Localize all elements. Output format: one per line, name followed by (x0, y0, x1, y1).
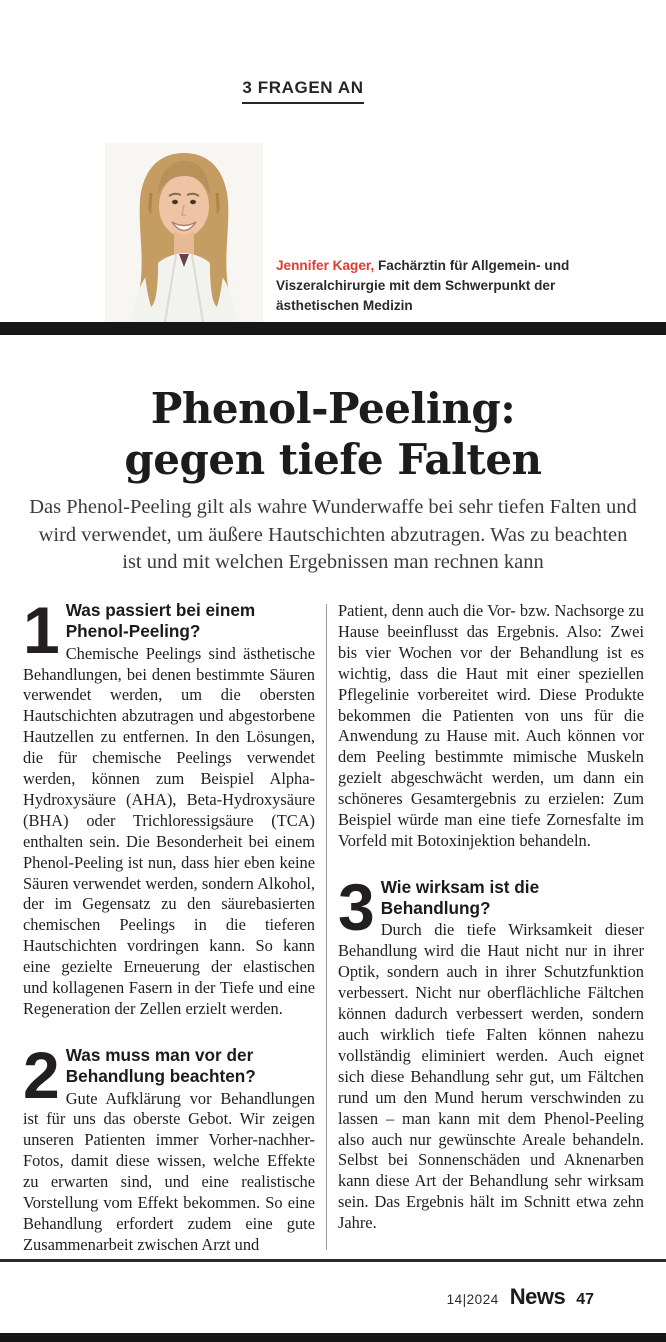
question-2-number: 2 (23, 1037, 57, 1112)
news-logo: News (509, 1284, 566, 1309)
divider-bar-top (0, 322, 666, 335)
article-lead: Das Phenol-Peeling gilt als wahre Wunderwaffe bei sehr tiefen Falten und wird verwendet, um äußere Hautschichten abzutragen. Was zu beachten ist und mit welchen Ergebnissen man rechnen kann (29, 496, 637, 573)
caption-description: Fachärztin für Allgemein- und Viszeralchirurgie mit dem Schwerpunkt der ästhetischen Medizin (276, 258, 570, 313)
kicker-wrap (0, 78, 666, 104)
question-3-number: 3 (338, 869, 372, 944)
column-divider (326, 604, 327, 1250)
question-2-heading: Was muss man vor der Behandlung beachten? (65, 1044, 256, 1086)
question-2-body: Gute Aufklärung vor Behandlungen ist für uns das oberste Gebot. Wir zeigen unseren Patienten immer Vorher-nachher-Fotos, damit diese wissen, welche Effekte zu erwarten sind, und eine realistische Vorstellung vom Effekt bekommen. So eine Behandlung erfordert zudem eine gute Zusammenarbeit zwischen Arzt und (23, 1088, 315, 1254)
question-2-block (23, 1037, 315, 1256)
question-1-number: 1 (23, 593, 57, 667)
question-1-block (23, 593, 315, 1020)
question-1-body: Chemische Peelings sind ästhetische Behandlungen, bei denen bestimmte Säuren verwendet werden, um die obersten Hautschichten abzutragen und abgestorbene Hautzellen zu entfernen. In den Lösungen, die für chemische Peelings verwendet werden, können zum Beispiel Alpha-Hydroxysäure (AHA), Beta-Hydroxysäure (BHA) oder Trichloressigsäure (TCA) enthalten sein. Die Besonderheit bei einem Phenol-Peeling ist nun, dass hier eben keine Säuren verwendet werden, sondern Alkohol, der im Gegensatz zu den säurebasierten chemischen Peelings in die tieferen Hautschichten vordringen kann. So kann eine gezielte Erneuerung der elastischen und kollagenen Fasern in der Tiefe und eine Regeneration der Zellen erzielt werden. (23, 643, 315, 1018)
question-1-heading: Was passiert bei einem Phenol-Peeling? (65, 600, 256, 641)
question-3-block (338, 869, 644, 1234)
portrait-photo (105, 143, 263, 322)
footer-page-number: 47 (576, 1291, 594, 1308)
portrait-illustration (105, 143, 263, 322)
question-3-heading: Wie wirksam ist die Behandlung? (380, 876, 540, 918)
article-title-line1: Phenol-Peeling: (150, 384, 516, 433)
footer-issue: 14|2024 (446, 1292, 499, 1307)
footer (447, 1284, 594, 1310)
caption-name: Jennifer Kager, (276, 258, 375, 273)
photo-caption (276, 256, 612, 316)
article-title-line2: gegen tiefe Falten (124, 435, 542, 484)
column-right (338, 600, 644, 1256)
question-3-body: Durch die tiefe Wirksamkeit dieser Behandlung wird die Haut nicht nur in ihrer Optik, sondern auch in ihrer Schutzfunktion verbessert. Nicht nur oberflächliche Fältchen können dadurch verbessert werden, sondern auch wirklich tiefe Falten können nahezu vollständig eliminiert werden. Auch eignet sich diese Behandlung sehr gut, um Fältchen rund um den Mund herum verschwinden zu lassen – man kann mit dem Phenol-Peeling also auch nur gewünschte Areale behandeln. Selbst bei Sonnenschäden und Aknenarben kann diese Art der Behandlung sehr wirksam sein. Das Ergebnis hält im Schnitt etwa zehn Jahre. (338, 920, 644, 1233)
column-left (23, 593, 315, 1256)
divider-bar-bottom (0, 1333, 666, 1342)
section-kicker: 3 FRAGEN AN (242, 78, 363, 104)
article-title (0, 383, 666, 485)
article-body (23, 593, 645, 1256)
question-2-continuation: Patient, denn auch die Vor- bzw. Nachsorge zu Hause beeinflusst das Ergebnis. Also: Zwei bis vier Wochen vor der Behandlung ist es wichtig, dass die Haut mit einer speziellen Pflegelinie vorbereitet wird. Diese Produkte bekommen die Patienten von uns für die Anwendung zu Hause mit. Auch können vor dem Peeling bestimmte mimische Muskeln gezielt abgeschwächt werden, um dann ein schöneres Gesamtergebnis zu erzielen: Zum Beispiel würde man eine tiefe Zornesfalte im Vorfeld mit Botoxinjektion behandeln. (338, 601, 644, 850)
footer-rule (0, 1259, 666, 1262)
